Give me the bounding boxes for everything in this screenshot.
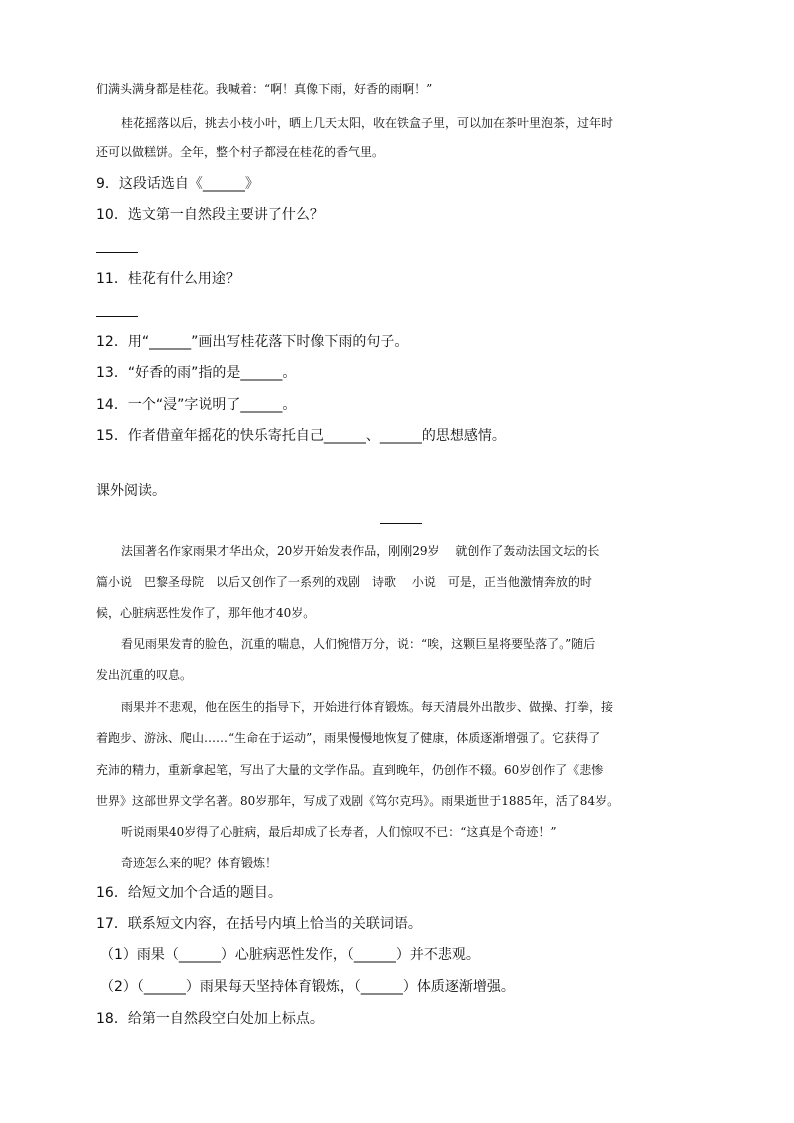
question-17: 17．联系短文内容，在括号内填上恰当的关联词语。	[96, 916, 422, 932]
question-16: 16．给短文加个合适的题目。	[96, 885, 282, 901]
question-9: 9．这段话选自《______》	[96, 176, 259, 192]
passage2-p1-line2: 篇小说 巴黎圣母院 以后又创作了一系列的戏剧 诗歌 小说 可是，正当他激情奔放的时	[96, 575, 592, 589]
question-15: 15．作者借童年摇花的快乐寄托自己______、______的思想感情。	[96, 428, 506, 444]
passage2-p2-line1: 看见雨果发青的脸色，沉重的喘息，人们惋惜万分，说：“唉，这颗巨星将要坠落了。”随后	[121, 637, 596, 651]
passage2-p5-line1: 奇迹怎么来的呢？体育锻炼！	[121, 856, 278, 870]
question-14: 14．一个“浸”字说明了______。	[96, 397, 297, 413]
passage2-p4-line1: 听说雨果40岁得了心脏病，最后却成了长寿者，人们惊叹不已：“这真是个奇迹！”	[121, 825, 557, 839]
passage2-p1-line1: 法国著名作家雨果才华出众，20岁开始发表作品，刚刚29岁 就创作了轰动法国文坛的长	[121, 544, 600, 558]
question-11: 11．桂花有什么用途？	[96, 271, 240, 287]
answer-line-11	[96, 316, 138, 317]
question-18: 18．给第一自然段空白处加上标点。	[96, 1011, 324, 1027]
section-heading: 课外阅读。	[96, 483, 166, 499]
passage1-line3: 还可以做糕饼。全年，整个村子都浸在桂花的香气里。	[96, 145, 385, 159]
passage2-p3-line2: 着跑步、游泳、爬山……“生命在于运动”，雨果慢慢地恢复了健康，体质逐渐增强了。它获得了	[96, 731, 601, 745]
passage2-p3-line4: 世界》这部世界文学名著。80岁那年，写成了戏剧《笃尔克玛》。雨果逝世于1885年，活了84岁。	[96, 794, 620, 808]
question-10: 10．选文第一自然段主要讲了什么？	[96, 207, 324, 223]
question-17-item1: （1）雨果（______）心脏病恶性发作，（______）并不悲观。	[100, 947, 480, 963]
answer-line-10	[96, 252, 138, 253]
question-12: 12．用“______”画出写桂花落下时像下雨的句子。	[96, 334, 409, 350]
passage1-line2: 桂花摇落以后，挑去小枝小叶，晒上几天太阳，收在铁盒子里，可以加在茶叶里泡茶，过年时	[121, 116, 614, 130]
passage2-p2-line2: 发出沉重的叹息。	[96, 668, 193, 682]
passage2-p1-line3: 候，心脏病恶性发作了，那年他才40岁。	[96, 606, 316, 620]
title-blank-line	[380, 523, 422, 524]
passage2-p3-line1: 雨果并不悲观，他在医生的指导下，开始进行体育锻炼。每天清晨外出散步、做操、打拳，接	[121, 700, 614, 714]
question-17-item2: （2）（______）雨果每天坚持体育锻炼，（______）体质逐渐增强。	[100, 979, 515, 995]
passage2-p3-line3: 充沛的精力，重新拿起笔，写出了大量的文学作品。直到晚年，仍创作不辍。60岁创作了《悲惨	[96, 763, 604, 777]
question-13: 13．“好香的雨”指的是______。	[96, 365, 297, 381]
passage1-line1: 们满头满身都是桂花。我喊着：“啊！真像下雨，好香的雨啊！”	[96, 82, 433, 96]
